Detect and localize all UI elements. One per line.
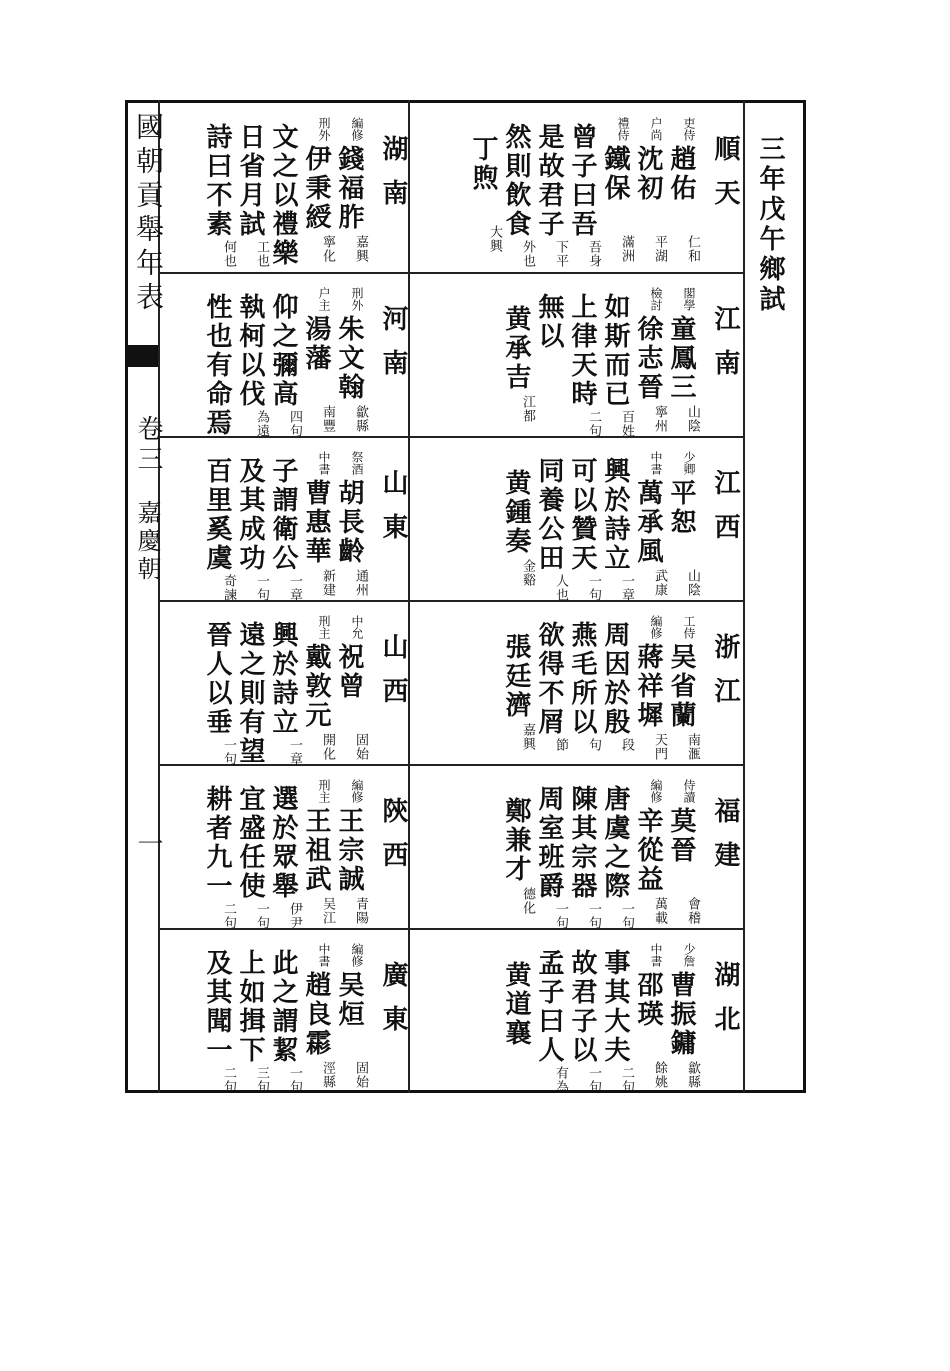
essay-topic: 上律天時	[567, 293, 597, 409]
essay-topic: 同養公田	[534, 457, 564, 573]
examiner-native: 吴江	[320, 897, 335, 925]
examiner-name: 戴敦元	[301, 643, 331, 730]
topic-note: 二句	[586, 410, 601, 438]
row-rule	[160, 272, 743, 274]
topic-note: 一句	[586, 902, 601, 930]
examiner-native: 寧州	[652, 405, 667, 433]
examiner-office: 刑外	[317, 117, 331, 141]
essay-topic: 上如揖下	[235, 949, 265, 1065]
topic-note: 一句	[221, 738, 236, 766]
essay-topic: 遠之則有望	[235, 621, 265, 766]
examiner-native: 青陽	[353, 897, 368, 925]
examiner-name: 蔣祥墀	[633, 643, 663, 730]
examiner-name: 錢福胙	[334, 145, 364, 232]
fish-tail-ornament	[128, 345, 158, 367]
province-name: 河南	[378, 305, 408, 393]
examiner-office: 刑主	[317, 779, 331, 803]
essay-topic: 耕者九一	[202, 785, 232, 901]
essay-topic: 周室班爵	[534, 785, 564, 901]
laureate-name: 黄鍾奏	[501, 469, 531, 556]
laureate-name: 丁煦	[468, 135, 498, 193]
examiner-office: 中書	[649, 943, 663, 967]
topic-note: 二句	[221, 902, 236, 930]
examiner-office: 中書	[317, 451, 331, 475]
essay-topic: 欲得不屑	[534, 621, 564, 737]
essay-topic: 興於詩立	[600, 457, 630, 573]
examiner-name: 邵瑛	[633, 971, 663, 1029]
topic-note: 人也	[553, 574, 568, 602]
examiner-office: 閣學	[682, 287, 696, 311]
essay-topic: 是故君子	[534, 123, 564, 239]
examiner-office: 刑主	[317, 615, 331, 639]
examiner-name: 萬承風	[633, 479, 663, 566]
examiner-office: 少卿	[682, 451, 696, 475]
province-name: 山東	[378, 469, 408, 557]
province-name: 順天	[710, 135, 740, 223]
examiner-native: 山陰	[685, 569, 700, 597]
examiner-native: 餘姚	[652, 1061, 667, 1089]
topic-note: 一章	[287, 574, 302, 602]
province-name: 山西	[378, 633, 408, 721]
examiner-native: 固始	[353, 733, 368, 761]
essay-topic: 仰之彌高	[268, 293, 298, 409]
examiner-native: 嘉興	[353, 235, 368, 263]
essay-topic: 燕毛所以	[567, 621, 597, 737]
topic-note: 句	[586, 738, 601, 752]
examiner-native: 歙縣	[685, 1061, 700, 1089]
examiner-native: 萬載	[652, 897, 667, 925]
province-name: 廣東	[378, 961, 408, 1049]
laureate-name: 黄道襄	[501, 961, 531, 1048]
examiner-native: 固始	[353, 1061, 368, 1089]
essay-topic: 如斯而已	[600, 293, 630, 409]
examiner-name: 曹振鏞	[666, 971, 696, 1058]
book-title: 國朝貢舉年表	[132, 112, 165, 316]
examiner-name: 祝曾	[334, 643, 364, 701]
topic-note: 有為	[553, 1066, 568, 1094]
essay-topic: 陳其宗器	[567, 785, 597, 901]
examiner-native: 會稽	[685, 897, 700, 925]
province-name: 江南	[710, 305, 740, 393]
examiner-native: 通州	[353, 569, 368, 597]
laureate-name: 張廷濟	[501, 633, 531, 720]
examiner-native: 武康	[652, 569, 667, 597]
topic-note: 一句	[553, 902, 568, 930]
topic-note: 百姓	[619, 410, 634, 438]
essay-topic: 無以	[534, 293, 564, 351]
examiner-name: 曹惠華	[301, 479, 331, 566]
examiner-office: 編修	[350, 943, 364, 967]
topic-note: 三句	[254, 1066, 269, 1094]
examiner-native: 滿洲	[619, 235, 634, 263]
frame-right	[803, 100, 806, 1093]
examiner-native: 山陰	[685, 405, 700, 433]
examiner-name: 莫晉	[666, 807, 696, 865]
examiner-office: 檢討	[649, 287, 663, 311]
topic-note: 一章	[619, 574, 634, 602]
topic-note: 一句	[254, 574, 269, 602]
examiner-native: 平湖	[652, 235, 667, 263]
essay-topic: 唐虞之際	[600, 785, 630, 901]
exam-title: 三年戊午鄉試	[755, 135, 785, 315]
essay-topic: 選於眾舉	[268, 785, 298, 901]
essay-topic: 性也有命焉	[202, 293, 232, 438]
center-column-rule	[408, 100, 410, 1093]
examiner-name: 沈初	[633, 145, 663, 203]
topic-note: 一句	[254, 902, 269, 930]
essay-topic: 周因於殷	[600, 621, 630, 737]
examiner-office: 中書	[649, 451, 663, 475]
essay-topic: 日省月試	[235, 123, 265, 239]
topic-note: 二句	[619, 1066, 634, 1094]
province-name: 浙江	[710, 633, 740, 721]
examiner-office: 祭酒	[350, 451, 364, 475]
examiner-name: 王宗誠	[334, 807, 364, 894]
examiner-office: 編修	[649, 779, 663, 803]
topic-note: 一句	[619, 902, 634, 930]
title-column-rule	[743, 100, 745, 1093]
examiner-name: 伊秉綬	[301, 145, 331, 232]
essay-topic: 及其成功	[235, 457, 265, 573]
topic-note: 四句	[287, 410, 302, 438]
examiner-native: 天門	[652, 733, 667, 761]
laureate-native: 江都	[520, 395, 535, 423]
examiner-native: 開化	[320, 733, 335, 761]
topic-note: 一章	[287, 738, 302, 766]
topic-note: 何也	[221, 240, 236, 268]
examiner-name: 徐志晉	[633, 315, 663, 402]
examiner-office: 工侍	[682, 615, 696, 639]
examiner-native: 歙縣	[353, 405, 368, 433]
examiner-native: 新建	[320, 569, 335, 597]
laureate-native: 嘉興	[520, 723, 535, 751]
essay-topic: 晉人以垂	[202, 621, 232, 737]
topic-note: 節	[553, 738, 568, 752]
essay-topic: 事其大夫	[600, 949, 630, 1065]
examiner-name: 辛從益	[633, 807, 663, 894]
essay-topic: 然則飲食	[501, 123, 531, 239]
examiner-office: 禮侍	[616, 117, 630, 141]
essay-topic: 孟子曰人	[534, 949, 564, 1065]
province-name: 湖北	[710, 961, 740, 1049]
topic-note: 奇諫	[221, 574, 236, 602]
province-name: 江西	[710, 469, 740, 557]
laureate-name: 黄承吉	[501, 305, 531, 392]
examiner-name: 吴烜	[334, 971, 364, 1029]
essay-topic: 宜盛任使	[235, 785, 265, 901]
examiner-native: 南滙	[685, 733, 700, 761]
province-name: 福建	[710, 797, 740, 885]
essay-topic: 詩曰不素	[202, 123, 232, 239]
topic-note: 為遠	[254, 410, 269, 438]
topic-note: 工也	[254, 240, 269, 268]
topic-note: 下平	[553, 240, 568, 268]
examiner-name: 胡長齡	[334, 479, 364, 566]
essay-topic: 可以贊天	[567, 457, 597, 573]
examiner-name: 趙良霦	[301, 971, 331, 1058]
examiner-name: 朱文翰	[334, 315, 364, 402]
laureate-native: 大興	[487, 225, 502, 253]
row-rule	[160, 928, 743, 930]
essay-topic: 此之謂絜	[268, 949, 298, 1065]
row-rule	[160, 600, 743, 602]
frame-top	[125, 100, 806, 103]
examiner-office: 户尚	[649, 117, 663, 141]
laureate-native: 金谿	[520, 559, 535, 587]
volume-label: 卷三	[133, 415, 163, 475]
essay-topic: 子謂衛公	[268, 457, 298, 573]
laureate-native: 德化	[520, 887, 535, 915]
examiner-name: 王祖武	[301, 807, 331, 894]
topic-note: 二句	[221, 1066, 236, 1094]
examiner-name: 湯藩	[301, 315, 331, 373]
essay-topic: 百里奚虞	[202, 457, 232, 573]
reign-label: 嘉慶朝	[133, 500, 161, 584]
examiner-native: 寧化	[320, 235, 335, 263]
examiner-office: 户主	[317, 287, 331, 311]
topic-note: 外也	[520, 240, 535, 268]
examiner-office: 吏侍	[682, 117, 696, 141]
topic-note: 伊尹	[287, 902, 302, 930]
examiner-office: 編修	[649, 615, 663, 639]
examiner-native: 南豐	[320, 405, 335, 433]
row-rule	[160, 436, 743, 438]
topic-note: 一句	[586, 1066, 601, 1094]
examiner-office: 編修	[350, 117, 364, 141]
examiner-office: 中允	[350, 615, 364, 639]
essay-topic: 文之以禮樂	[268, 123, 298, 268]
essay-topic: 執柯以伐	[235, 293, 265, 409]
examiner-native: 仁和	[685, 235, 700, 263]
examiner-office: 刑外	[350, 287, 364, 311]
examiner-name: 平恕	[666, 479, 696, 537]
essay-topic: 曾子曰吾	[567, 123, 597, 239]
examiner-name: 鐵保	[600, 145, 630, 203]
province-name: 陝西	[378, 797, 408, 885]
examiner-name: 童鳳三	[666, 315, 696, 402]
examiner-office: 編修	[350, 779, 364, 803]
topic-note: 一句	[287, 1066, 302, 1094]
topic-note: 段	[619, 738, 634, 752]
essay-topic: 及其聞一	[202, 949, 232, 1065]
topic-note: 一句	[586, 574, 601, 602]
examiner-name: 吴省蘭	[666, 643, 696, 730]
examiner-native: 涇縣	[320, 1061, 335, 1089]
essay-topic: 故君子以	[567, 949, 597, 1065]
examiner-name: 趙佑	[666, 145, 696, 203]
essay-topic: 興於詩立	[268, 621, 298, 737]
laureate-name: 鄭兼才	[501, 797, 531, 884]
topic-note: 吾身	[586, 240, 601, 268]
page-number: 一	[133, 830, 163, 856]
examiner-office: 中書	[317, 943, 331, 967]
province-name: 湖南	[378, 135, 408, 223]
examiner-office: 侍讀	[682, 779, 696, 803]
examiner-office: 少詹	[682, 943, 696, 967]
